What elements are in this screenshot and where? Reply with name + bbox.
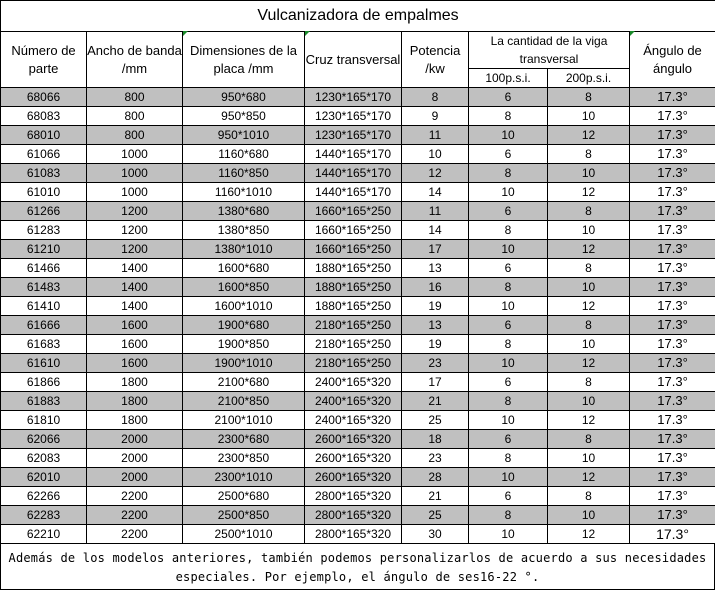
cell-angle: 17.3° xyxy=(630,430,715,449)
cell-beams-200psi: 8 xyxy=(548,145,630,164)
cell-beams-100psi: 8 xyxy=(469,278,548,297)
cell-angle: 17.3° xyxy=(630,316,715,335)
cell-power: 25 xyxy=(402,411,469,430)
cell-belt-width: 1200 xyxy=(87,202,183,221)
cell-part-number: 61466 xyxy=(1,259,87,278)
cell-part-number: 62283 xyxy=(1,506,87,525)
table-body xyxy=(1,88,715,544)
cell-power: 16 xyxy=(402,278,469,297)
cell-belt-width: 2200 xyxy=(87,525,183,544)
cell-power: 19 xyxy=(402,335,469,354)
cell-beams-200psi: 8 xyxy=(548,487,630,506)
cell-plate-dimensions: 2300*1010 xyxy=(183,468,305,487)
cell-plate-dimensions: 1380*850 xyxy=(183,221,305,240)
cell-beams-200psi: 10 xyxy=(548,335,630,354)
cell-beams-200psi: 8 xyxy=(548,259,630,278)
cell-beams-200psi: 12 xyxy=(548,240,630,259)
cell-beams-200psi: 10 xyxy=(548,107,630,126)
cell-power: 25 xyxy=(402,506,469,525)
cell-belt-width: 2000 xyxy=(87,449,183,468)
table-row xyxy=(1,240,715,259)
header-cross-beam: Cruz transversal xyxy=(305,32,402,88)
cell-plate-dimensions: 1380*1010 xyxy=(183,240,305,259)
cell-part-number: 61810 xyxy=(1,411,87,430)
cell-beams-200psi: 8 xyxy=(548,202,630,221)
cell-plate-dimensions: 2100*1010 xyxy=(183,411,305,430)
cell-angle: 17.3° xyxy=(630,525,715,544)
cell-angle: 17.3° xyxy=(630,183,715,202)
cell-power: 13 xyxy=(402,316,469,335)
cell-beams-100psi: 10 xyxy=(469,411,548,430)
header-angle: Ángulo de ángulo xyxy=(630,32,715,88)
cell-power: 18 xyxy=(402,430,469,449)
cell-cross-beam: 2600*165*320 xyxy=(305,449,402,468)
cell-angle: 17.3° xyxy=(630,107,715,126)
cell-angle: 17.3° xyxy=(630,354,715,373)
cell-part-number: 61210 xyxy=(1,240,87,259)
cell-cross-beam: 2180*165*250 xyxy=(305,316,402,335)
cell-cross-beam: 2600*165*320 xyxy=(305,468,402,487)
cell-plate-dimensions: 2100*680 xyxy=(183,373,305,392)
header-200psi: 200p.s.i. xyxy=(548,69,630,88)
cell-belt-width: 800 xyxy=(87,107,183,126)
table-row xyxy=(1,525,715,544)
cell-plate-dimensions: 1900*1010 xyxy=(183,354,305,373)
cell-angle: 17.3° xyxy=(630,278,715,297)
cell-beams-200psi: 10 xyxy=(548,221,630,240)
cell-plate-dimensions: 1900*680 xyxy=(183,316,305,335)
cell-power: 23 xyxy=(402,449,469,468)
cell-beams-200psi: 12 xyxy=(548,126,630,145)
cell-plate-dimensions: 1380*680 xyxy=(183,202,305,221)
cell-cross-beam: 1660*165*250 xyxy=(305,240,402,259)
cell-cross-beam: 1230*165*170 xyxy=(305,107,402,126)
cell-plate-dimensions: 950*1010 xyxy=(183,126,305,145)
cell-beams-100psi: 10 xyxy=(469,525,548,544)
cell-comment-marker xyxy=(183,31,188,36)
table-row xyxy=(1,164,715,183)
cell-beams-100psi: 8 xyxy=(469,392,548,411)
cell-angle: 17.3° xyxy=(630,202,715,221)
cell-angle: 17.3° xyxy=(630,164,715,183)
cell-plate-dimensions: 950*680 xyxy=(183,88,305,107)
cell-beams-200psi: 10 xyxy=(548,506,630,525)
table-row xyxy=(1,221,715,240)
cell-beams-200psi: 12 xyxy=(548,411,630,430)
cell-comment-marker xyxy=(305,31,310,36)
cell-part-number: 61483 xyxy=(1,278,87,297)
cell-plate-dimensions: 1900*850 xyxy=(183,335,305,354)
cell-beams-200psi: 8 xyxy=(548,88,630,107)
table-title: Vulcanizadora de empalmes xyxy=(1,1,715,32)
cell-part-number: 61866 xyxy=(1,373,87,392)
cell-plate-dimensions: 1160*850 xyxy=(183,164,305,183)
cell-plate-dimensions: 2300*850 xyxy=(183,449,305,468)
cell-belt-width: 1400 xyxy=(87,297,183,316)
cell-part-number: 61066 xyxy=(1,145,87,164)
cell-cross-beam: 1230*165*170 xyxy=(305,126,402,145)
cell-belt-width: 2200 xyxy=(87,506,183,525)
table-row xyxy=(1,183,715,202)
table-row xyxy=(1,373,715,392)
cell-cross-beam: 1880*165*250 xyxy=(305,297,402,316)
cell-belt-width: 2000 xyxy=(87,468,183,487)
cell-angle: 17.3° xyxy=(630,449,715,468)
cell-power: 30 xyxy=(402,525,469,544)
cell-plate-dimensions: 1600*680 xyxy=(183,259,305,278)
cell-part-number: 62266 xyxy=(1,487,87,506)
cell-belt-width: 1800 xyxy=(87,411,183,430)
cell-beams-200psi: 8 xyxy=(548,430,630,449)
cell-beams-100psi: 8 xyxy=(469,107,548,126)
cell-beams-100psi: 10 xyxy=(469,183,548,202)
cell-power: 14 xyxy=(402,183,469,202)
cell-cross-beam: 1440*165*170 xyxy=(305,164,402,183)
cell-part-number: 61010 xyxy=(1,183,87,202)
cell-beams-200psi: 10 xyxy=(548,164,630,183)
header-plate-dimensions: Dimensiones de la placa /mm xyxy=(183,32,305,88)
cell-cross-beam: 2180*165*250 xyxy=(305,354,402,373)
header-100psi: 100p.s.i. xyxy=(469,69,548,88)
header-belt-width: Ancho de banda /mm xyxy=(87,32,183,88)
cell-beams-200psi: 10 xyxy=(548,392,630,411)
cell-power: 21 xyxy=(402,392,469,411)
cell-part-number: 61083 xyxy=(1,164,87,183)
cell-beams-200psi: 12 xyxy=(548,525,630,544)
cell-beams-200psi: 10 xyxy=(548,278,630,297)
cell-part-number: 61410 xyxy=(1,297,87,316)
cell-angle: 17.3° xyxy=(630,145,715,164)
cell-beams-100psi: 10 xyxy=(469,297,548,316)
cell-angle: 17.3° xyxy=(630,88,715,107)
cell-angle: 17.3° xyxy=(630,240,715,259)
table-row xyxy=(1,487,715,506)
table-row xyxy=(1,107,715,126)
header-part-number: Número de parte xyxy=(1,32,87,88)
cell-plate-dimensions: 2300*680 xyxy=(183,430,305,449)
cell-angle: 17.3° xyxy=(630,221,715,240)
cell-power: 19 xyxy=(402,297,469,316)
cell-angle: 17.3° xyxy=(630,335,715,354)
cell-beams-100psi: 10 xyxy=(469,240,548,259)
header-power: Potencia /kw xyxy=(402,32,469,88)
cell-belt-width: 1800 xyxy=(87,392,183,411)
cell-beams-100psi: 6 xyxy=(469,88,548,107)
cell-beams-200psi: 8 xyxy=(548,373,630,392)
cell-part-number: 61283 xyxy=(1,221,87,240)
cell-part-number: 68083 xyxy=(1,107,87,126)
cell-belt-width: 1600 xyxy=(87,335,183,354)
cell-plate-dimensions: 1600*1010 xyxy=(183,297,305,316)
cell-power: 12 xyxy=(402,164,469,183)
cell-part-number: 61266 xyxy=(1,202,87,221)
cell-beams-200psi: 12 xyxy=(548,468,630,487)
cell-cross-beam: 1440*165*170 xyxy=(305,183,402,202)
cell-belt-width: 1600 xyxy=(87,316,183,335)
cell-cross-beam: 2600*165*320 xyxy=(305,430,402,449)
cell-power: 21 xyxy=(402,487,469,506)
cell-belt-width: 800 xyxy=(87,126,183,145)
cell-cross-beam: 2400*165*320 xyxy=(305,411,402,430)
cell-plate-dimensions: 1160*680 xyxy=(183,145,305,164)
cell-beams-100psi: 6 xyxy=(469,145,548,164)
cell-angle: 17.3° xyxy=(630,259,715,278)
cell-belt-width: 1000 xyxy=(87,183,183,202)
cell-cross-beam: 1440*165*170 xyxy=(305,145,402,164)
cell-angle: 17.3° xyxy=(630,506,715,525)
cell-cross-beam: 2180*165*250 xyxy=(305,335,402,354)
footer-note: Además de los modelos anteriores, también podemos personalizarlos de acuerdo a sus necesidades especiales. Por ejemplo, el ángulo de ses16-22 °. xyxy=(0,544,715,590)
cell-cross-beam: 1660*165*250 xyxy=(305,202,402,221)
table-row xyxy=(1,335,715,354)
cell-power: 17 xyxy=(402,240,469,259)
cell-plate-dimensions: 2500*850 xyxy=(183,506,305,525)
cell-angle: 17.3° xyxy=(630,468,715,487)
cell-beams-100psi: 8 xyxy=(469,164,548,183)
cell-beams-100psi: 6 xyxy=(469,430,548,449)
cell-belt-width: 1200 xyxy=(87,221,183,240)
cell-cross-beam: 2800*165*320 xyxy=(305,525,402,544)
cell-part-number: 62010 xyxy=(1,468,87,487)
table-row xyxy=(1,278,715,297)
cell-angle: 17.3° xyxy=(630,297,715,316)
cell-power: 11 xyxy=(402,202,469,221)
cell-part-number: 68010 xyxy=(1,126,87,145)
table-row xyxy=(1,354,715,373)
cell-beams-100psi: 10 xyxy=(469,354,548,373)
cell-plate-dimensions: 2500*1010 xyxy=(183,525,305,544)
cell-plate-dimensions: 1600*850 xyxy=(183,278,305,297)
table-row xyxy=(1,411,715,430)
cell-beams-100psi: 10 xyxy=(469,126,548,145)
table-row xyxy=(1,430,715,449)
cell-beams-200psi: 10 xyxy=(548,449,630,468)
cell-part-number: 61683 xyxy=(1,335,87,354)
cell-beams-100psi: 6 xyxy=(469,487,548,506)
cell-part-number: 61883 xyxy=(1,392,87,411)
cell-beams-100psi: 6 xyxy=(469,202,548,221)
table-row xyxy=(1,449,715,468)
cell-angle: 17.3° xyxy=(630,487,715,506)
cell-cross-beam: 1230*165*170 xyxy=(305,88,402,107)
cell-power: 10 xyxy=(402,145,469,164)
cell-cross-beam: 2800*165*320 xyxy=(305,487,402,506)
cell-beams-100psi: 8 xyxy=(469,335,548,354)
table-row xyxy=(1,202,715,221)
header-beam-quantity: La cantidad de la viga transversal xyxy=(469,32,630,69)
cell-beams-100psi: 8 xyxy=(469,506,548,525)
cell-plate-dimensions: 2500*680 xyxy=(183,487,305,506)
cell-angle: 17.3° xyxy=(630,411,715,430)
cell-beams-100psi: 6 xyxy=(469,259,548,278)
cell-cross-beam: 2800*165*320 xyxy=(305,506,402,525)
table-row xyxy=(1,145,715,164)
cell-cross-beam: 1660*165*250 xyxy=(305,221,402,240)
cell-part-number: 61610 xyxy=(1,354,87,373)
cell-belt-width: 2000 xyxy=(87,430,183,449)
cell-power: 17 xyxy=(402,373,469,392)
table-row xyxy=(1,297,715,316)
table-row xyxy=(1,316,715,335)
cell-beams-100psi: 6 xyxy=(469,373,548,392)
cell-power: 13 xyxy=(402,259,469,278)
cell-belt-width: 1000 xyxy=(87,164,183,183)
cell-belt-width: 1600 xyxy=(87,354,183,373)
cell-beams-100psi: 6 xyxy=(469,316,548,335)
cell-belt-width: 800 xyxy=(87,88,183,107)
cell-beams-200psi: 12 xyxy=(548,183,630,202)
cell-plate-dimensions: 2100*850 xyxy=(183,392,305,411)
table-row xyxy=(1,88,715,107)
cell-power: 9 xyxy=(402,107,469,126)
cell-part-number: 62083 xyxy=(1,449,87,468)
cell-cross-beam: 2400*165*320 xyxy=(305,392,402,411)
cell-belt-width: 2200 xyxy=(87,487,183,506)
table-row xyxy=(1,392,715,411)
cell-cross-beam: 1880*165*250 xyxy=(305,278,402,297)
cell-power: 28 xyxy=(402,468,469,487)
cell-part-number: 62210 xyxy=(1,525,87,544)
cell-plate-dimensions: 950*850 xyxy=(183,107,305,126)
cell-belt-width: 1200 xyxy=(87,240,183,259)
cell-angle: 17.3° xyxy=(630,126,715,145)
cell-beams-100psi: 8 xyxy=(469,221,548,240)
table-row xyxy=(1,506,715,525)
cell-beams-200psi: 8 xyxy=(548,316,630,335)
cell-belt-width: 1800 xyxy=(87,373,183,392)
table-row xyxy=(1,259,715,278)
table-row xyxy=(1,468,715,487)
table-row xyxy=(1,126,715,145)
cell-belt-width: 1400 xyxy=(87,278,183,297)
cell-cross-beam: 2400*165*320 xyxy=(305,373,402,392)
cell-power: 8 xyxy=(402,88,469,107)
cell-belt-width: 1000 xyxy=(87,145,183,164)
cell-beams-200psi: 12 xyxy=(548,354,630,373)
cell-plate-dimensions: 1160*1010 xyxy=(183,183,305,202)
cell-belt-width: 1400 xyxy=(87,259,183,278)
cell-part-number: 61666 xyxy=(1,316,87,335)
cell-angle: 17.3° xyxy=(630,373,715,392)
cell-part-number: 68066 xyxy=(1,88,87,107)
cell-beams-100psi: 8 xyxy=(469,449,548,468)
cell-comment-marker xyxy=(630,31,635,36)
cell-beams-200psi: 12 xyxy=(548,297,630,316)
cell-power: 11 xyxy=(402,126,469,145)
cell-cross-beam: 1880*165*250 xyxy=(305,259,402,278)
cell-beams-100psi: 10 xyxy=(469,468,548,487)
cell-power: 23 xyxy=(402,354,469,373)
cell-angle: 17.3° xyxy=(630,392,715,411)
cell-power: 14 xyxy=(402,221,469,240)
cell-part-number: 62066 xyxy=(1,430,87,449)
